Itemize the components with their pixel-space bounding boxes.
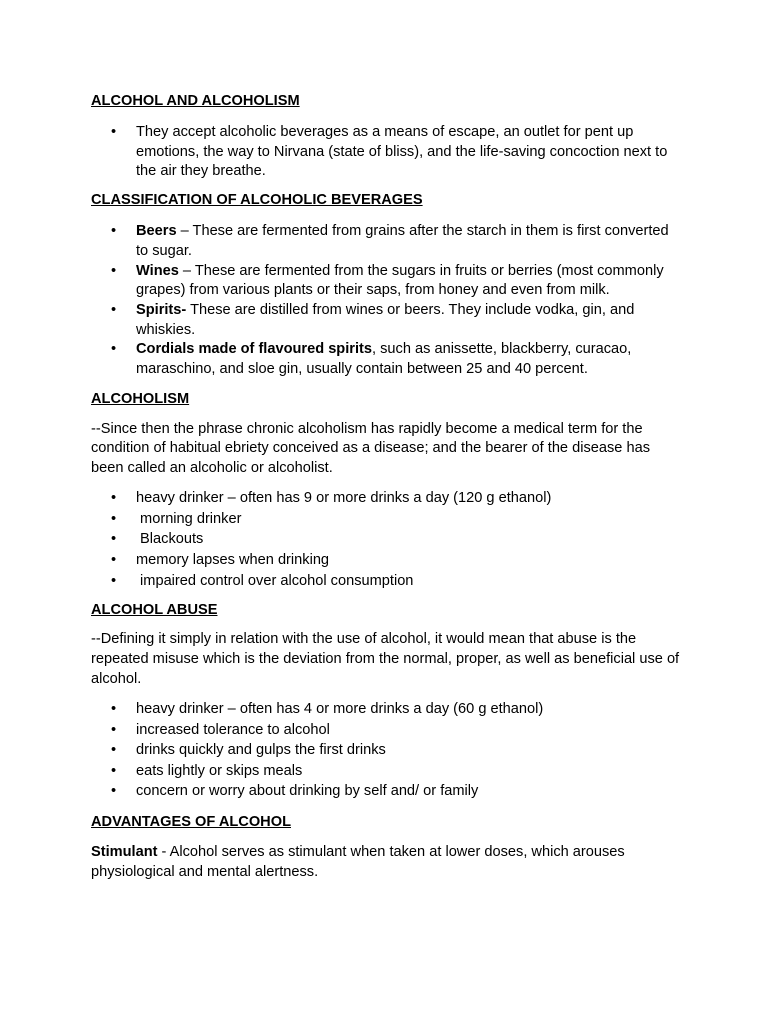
list-item: • heavy drinker – often has 4 or more drinks a day (60 g ethanol): [91, 700, 681, 721]
heading-alcohol-abuse: ALCOHOL ABUSE: [91, 602, 218, 619]
abuse-paragraph: --Defining it simply in relation with the use of alcohol, it would mean that abuse is the repeated misuse which is the deviation from the normal, proper, as well as beneficial use of alcohol.: [91, 631, 680, 687]
term-label: Spirits-: [136, 301, 187, 318]
list-item: • memory lapses when drinking: [91, 551, 681, 572]
list-item: [91, 222, 681, 261]
list-item: [91, 262, 681, 301]
list-item: [91, 340, 681, 379]
abuse-list: [91, 700, 681, 803]
heading-alcohol-and-alcoholism: ALCOHOL AND ALCOHOLISM: [91, 93, 300, 109]
term-description: , such as anissette, blackberry, curacao, maraschino, and sloe gin, usually contain between 25 and 40 percent.: [136, 341, 632, 378]
heading-alcoholism: ALCOHOLISM: [91, 390, 190, 407]
list-item: • concern or worry about drinking by self and/ or family: [91, 782, 681, 803]
list-item: • They accept alcoholic beverages as a means of escape, an outlet for pent up emotions, the way to Nirvana (state of bliss), and the life-saving concoction next to the air they breathe.: [91, 123, 681, 182]
list-item: • impaired control over alcohol consumption: [91, 572, 681, 593]
term-label: Cordials made of flavoured spirits: [136, 341, 372, 358]
list-item: • increased tolerance to alcohol: [91, 721, 681, 742]
term-description: - Alcohol serves as stimulant when taken at lower doses, which arouses physiological and mental alertness.: [91, 843, 625, 880]
list-item: • morning drinker: [91, 510, 681, 531]
list-item: • eats lightly or skips meals: [91, 762, 681, 783]
intro-list: [91, 123, 681, 182]
term-description: These are distilled from wines or beers. They include vodka, gin, and whiskies.: [136, 301, 635, 338]
alcoholism-paragraph: --Since then the phrase chronic alcoholism has rapidly become a medical term for the condition of habitual ebriety conceived as a disease; and the bearer of the disease has been called an alcoholic or alcoholist.: [91, 420, 650, 477]
list-item: • drinks quickly and gulps the first drinks: [91, 741, 681, 762]
advantages-paragraph: [91, 843, 681, 882]
heading-classification: CLASSIFICATION OF ALCOHOLIC BEVERAGES: [91, 192, 423, 209]
term-label: Wines: [136, 262, 179, 279]
list-item: • heavy drinker – often has 9 or more drinks a day (120 g ethanol): [91, 489, 681, 510]
term-label: Stimulant: [91, 843, 158, 860]
document-body: [91, 92, 681, 882]
heading-advantages: ADVANTAGES OF ALCOHOL: [91, 813, 291, 830]
term-description: – These are fermented from grains after the starch in them is first converted to sugar.: [136, 223, 669, 259]
list-item: [91, 301, 681, 340]
term-label: Beers: [136, 223, 177, 240]
term-description: – These are fermented from the sugars in fruits or berries (most commonly grapes) from various plants or their saps, from honey and even from milk.: [136, 262, 664, 299]
alcoholism-list: [91, 489, 681, 592]
list-item: • Blackouts: [91, 530, 681, 551]
classification-list: [91, 222, 681, 380]
